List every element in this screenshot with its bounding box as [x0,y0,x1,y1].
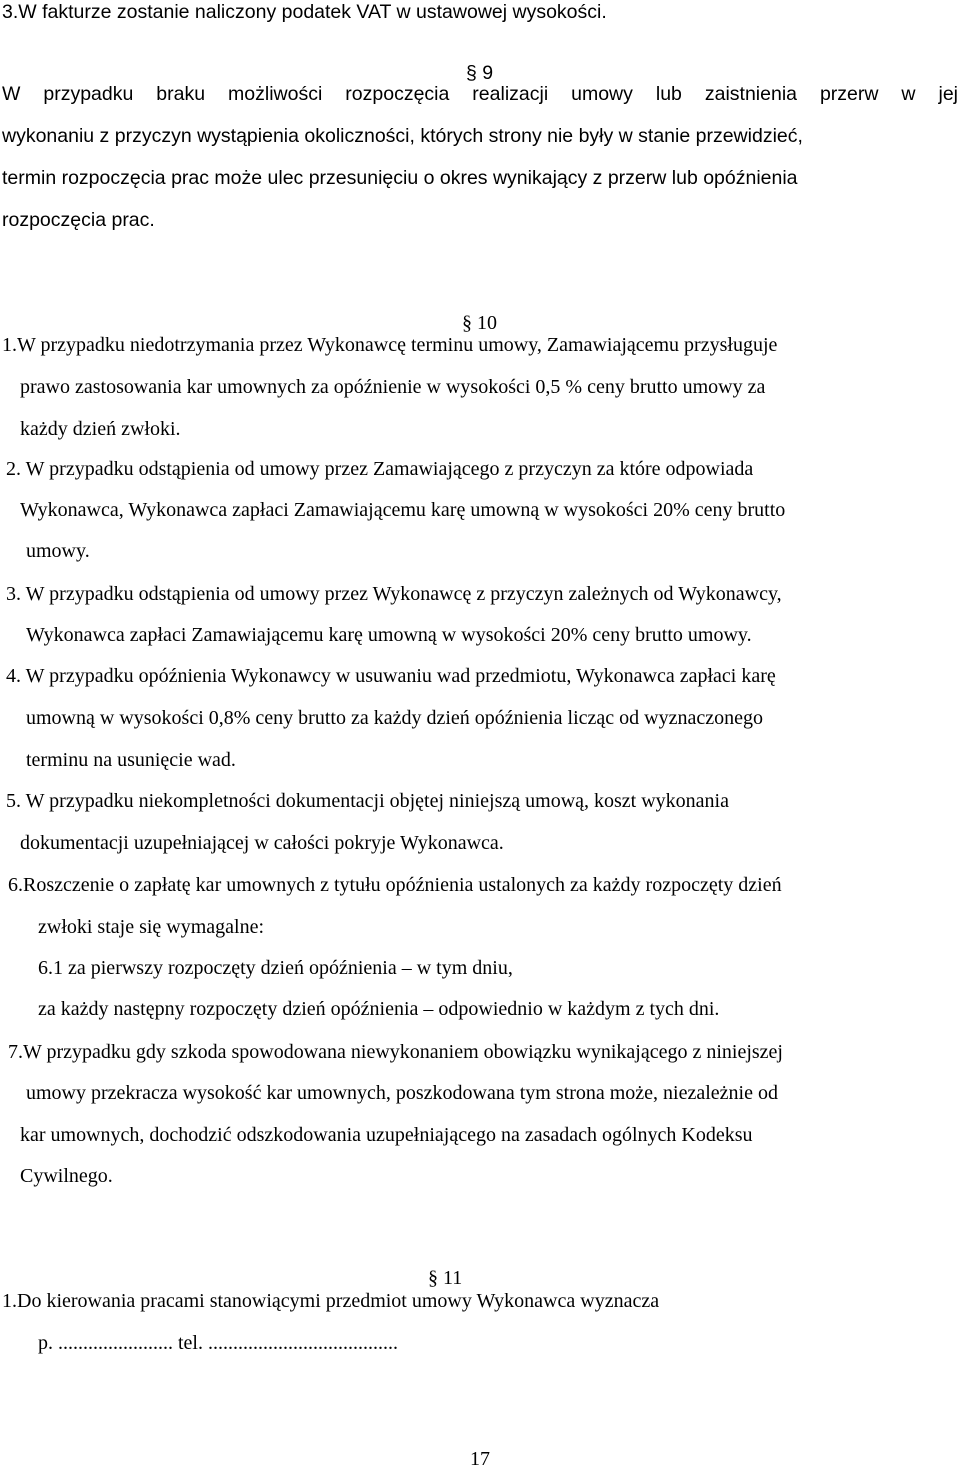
paragraph-line: zwłoki staje się wymagalne: [38,916,265,938]
paragraph-line: 1.Do kierowania pracami stanowiącymi przedmiot umowy Wykonawca wyznacza [2,1290,660,1312]
paragraph-line: 5. W przypadku niekompletności dokumentacji objętej niniejszą umową, koszt wykonania [6,790,729,812]
paragraph-line: umowy. [26,540,90,562]
paragraph-line: 1.W przypadku niedotrzymania przez Wykonawcę terminu umowy, Zamawiającemu przysługuje [2,334,778,356]
page-number: 17 [470,1448,490,1470]
paragraph-line: termin rozpoczęcia prac może ulec przesunięciu o okres wynikający z przerw lub opóźnienia [2,167,798,189]
paragraph-line: dokumentacji uzupełniającej w całości pokryje Wykonawca. [20,832,504,854]
paragraph-line: 7.W przypadku gdy szkoda spowodowana niewykonaniem obowiązku wynikającego z niniejszej [8,1041,783,1063]
paragraph-line: Cywilnego. [20,1165,113,1187]
paragraph-line: Wykonawca zapłaci Zamawiającemu karę umowną w wysokości 20% ceny brutto umowy. [26,624,752,646]
paragraph-line: za każdy następny rozpoczęty dzień opóźnienia – odpowiednio w każdym z tych dni. [38,998,720,1020]
paragraph-line: 3.W fakturze zostanie naliczony podatek VAT w ustawowej wysokości. [2,1,607,23]
paragraph-line: kar umownych, dochodzić odszkodowania uzupełniającego na zasadach ogólnych Kodeksu [20,1124,753,1146]
paragraph-line: 6.1 za pierwszy rozpoczęty dzień opóźnienia – w tym dniu, [38,957,513,979]
paragraph-line: rozpoczęcia prac. [2,209,155,231]
paragraph-line: 4. W przypadku opóźnienia Wykonawcy w usuwaniu wad przedmiotu, Wykonawca zapłaci karę [6,665,776,687]
paragraph-line: wykonaniu z przyczyn wystąpienia okoliczności, których strony nie były w stanie przewidzieć, [2,125,803,147]
paragraph-line: umowną w wysokości 0,8% ceny brutto za każdy dzień opóźnienia licząc od wyznaczonego [26,707,763,729]
section-heading: § 11 [428,1267,463,1289]
paragraph-line: umowy przekracza wysokość kar umownych, poszkodowana tym strona może, niezależnie od [26,1082,778,1104]
paragraph-line: 3. W przypadku odstąpienia od umowy przez Wykonawcę z przyczyn zależnych od Wykonawcy, [6,583,782,605]
section-heading: § 10 [462,312,497,334]
paragraph-line: W przypadku braku możliwości rozpoczęcia realizacji umowy lub zaistnienia przerw w jej [2,83,958,105]
paragraph-line: Wykonawca, Wykonawca zapłaci Zamawiającemu karę umowną w wysokości 20% ceny brutto [20,499,786,521]
paragraph-line: p. ....................... tel. ...................................... [38,1332,398,1354]
paragraph-line: każdy dzień zwłoki. [20,418,181,440]
paragraph-line: prawo zastosowania kar umownych za opóźnienie w wysokości 0,5 % ceny brutto umowy za [20,376,766,398]
paragraph-line: terminu na usunięcie wad. [26,749,236,771]
paragraph-line: 2. W przypadku odstąpienia od umowy przez Zamawiającego z przyczyn za które odpowiada [6,458,754,480]
section-heading: § 9 [466,61,494,84]
paragraph-line: 6.Roszczenie o zapłatę kar umownych z tytułu opóźnienia ustalonych za każdy rozpoczęty dzień [8,874,782,896]
